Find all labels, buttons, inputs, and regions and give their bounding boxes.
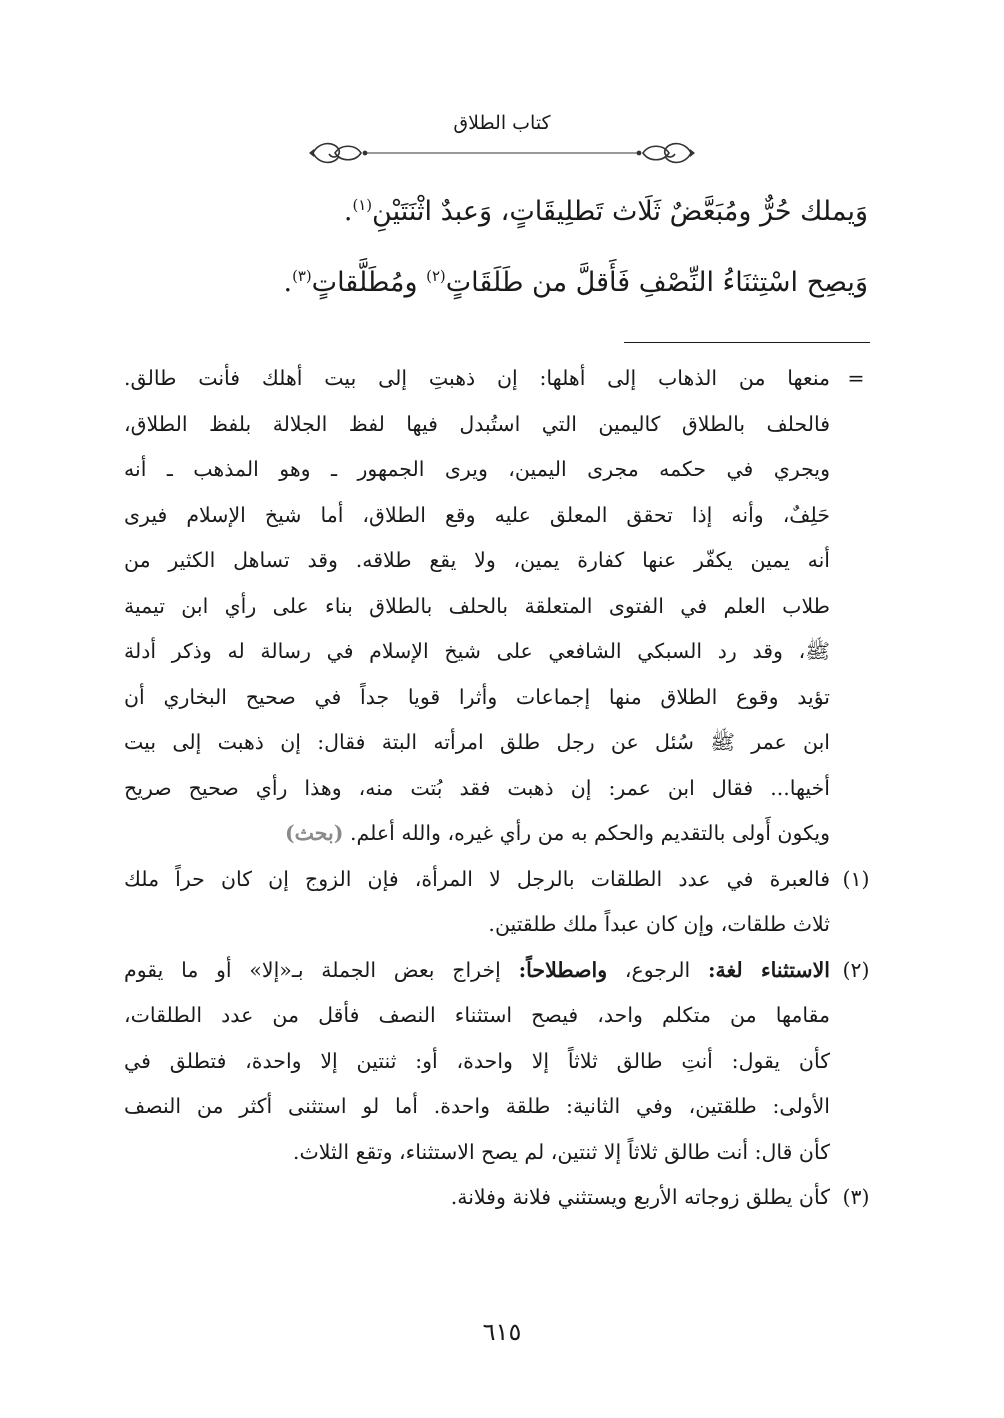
footnote-continuation xyxy=(124,356,876,857)
footnote-line: كأن قال: أنت طالق ثلاثاً إلا ثنتين، لم يصح الاستثناء، وتقع الثلاث. xyxy=(292,1139,830,1164)
footnote-line: حَلِفٌ، وأنه إذا تحقق المعلق عليه وقع الطلاق، أما شيخ الإسلام فيرى xyxy=(124,502,830,527)
continuation-marker: = xyxy=(847,366,865,390)
matn-text: وَيصِح اسْتِثنَاءُ النِّصْفِ فَأَقلَّ من طَلَقَاتٍ xyxy=(445,267,868,298)
matn-line-1 xyxy=(130,196,868,227)
footnote-text: ويكون أَولى بالتقديم والحكم به من رأي غيره، والله أعلم. xyxy=(349,821,830,845)
footnote-line: ثلاث طلقات، وإن كان عبداً ملك طلقتين. xyxy=(488,912,830,936)
footnote-line: أخيها... فقال ابن عمر: إن ذهبت فقد بُتت منه، وهذا رأي صحيح صريح xyxy=(124,775,830,800)
footnote-line: ويجري في حكمه مجرى اليمين، ويرى الجمهور ـ وهو المذهب ـ أنه xyxy=(124,457,830,481)
footnote-text: إخراج بعض الجملة بـ«إلا» أو ما يقوم xyxy=(124,957,519,982)
matn-line-2 xyxy=(130,267,868,298)
footnote-line: كأن يطلق زوجاته الأربع ويستثني فلانة وفلانة. xyxy=(450,1185,830,1209)
matn-text: ومُطَلَّقاتٍ xyxy=(311,267,427,298)
matn-punct: . xyxy=(283,267,293,298)
footnote-line: طلاب العلم في الفتوى المتعلقة بالحلف بالطلاق بناء على رأي ابن تيمية xyxy=(124,593,830,618)
footnote-line: أنه يمين يكفّر عنها كفارة يمين، ولا يقع طلاقه. وقد تساهل الكثير من xyxy=(124,548,830,572)
footnote-line: منعها من الذهاب إلى أهلها: إن ذهبتِ إلى بيت أهلك فأنت طالق. xyxy=(124,366,830,390)
header-ornament-icon xyxy=(305,138,699,168)
footnote-line: ابن عمر ﷺ سُئل عن رجل طلق امرأته البتة فقال: إن ذهبت إلى بيت xyxy=(124,730,830,754)
footnote-line: فالحلف بالطلاق كاليمين التي استُبدل فيها لفظ الجلالة بلفظ الطلاق، xyxy=(124,411,830,436)
footnote-number: (٢) xyxy=(842,957,870,982)
footnote-ref[interactable]: (٣) xyxy=(292,267,312,285)
footnote-separator xyxy=(624,342,870,343)
footnote-1 xyxy=(124,857,876,948)
footnote-line: تؤيد وقوع الطلاق منها إجماعات وأثرا قويا جداً في صحيح البخاري أن xyxy=(124,684,830,709)
footnote-ref[interactable]: (٢) xyxy=(426,267,446,285)
footnote-text: الرجوع، xyxy=(607,957,708,982)
page-number: ٦١٥ xyxy=(482,1318,522,1346)
footnote-number: (١) xyxy=(842,866,870,891)
matn-punct: . xyxy=(343,196,353,227)
footnote-line: الأولى: طلقتين، وفي الثانية: طلقة واحدة. أما لو استثنى أكثر من النصف xyxy=(124,1094,830,1118)
footnote-line: فالعبرة في عدد الطلقات بالرجل لا المرأة، فإن الزوج إن كان حراً ملك xyxy=(124,866,830,891)
footnote-line xyxy=(124,811,830,857)
term-bold: الاستثناء لغة: xyxy=(707,957,831,982)
footnote-line: مقامها من متكلم واحد، فيصح استثناء النصف فأقل من عدد الطلقات، xyxy=(124,1003,830,1027)
footnote-line: كأن يقول: أنتِ طالق ثلاثاً إلا واحدة، أو: ثنتين إلا واحدة، فتطلق في xyxy=(124,1048,830,1073)
term-bold: واصطلاحاً: xyxy=(518,957,608,982)
footnote-3 xyxy=(124,1175,876,1221)
footnote-number: (٣) xyxy=(842,1185,870,1209)
footnote-line xyxy=(124,948,830,994)
footnote-line: ﷺ، وقد رد السبكي الشافعي على شيخ الإسلام في رسالة له وذكر أدلة xyxy=(124,639,830,663)
footnote-2 xyxy=(124,948,876,1176)
footnotes xyxy=(124,356,876,1221)
running-head: كتاب الطلاق xyxy=(453,112,551,134)
source-tag: (بحث) xyxy=(284,821,344,845)
footnote-ref[interactable]: (١) xyxy=(352,196,373,214)
matn-text: وَيملك حُرٌّ ومُبَعَّضٌ ثَلَاث تَطلِيقَاتٍ، وَعبدٌ اثْنَتَيْنِ xyxy=(372,196,868,227)
